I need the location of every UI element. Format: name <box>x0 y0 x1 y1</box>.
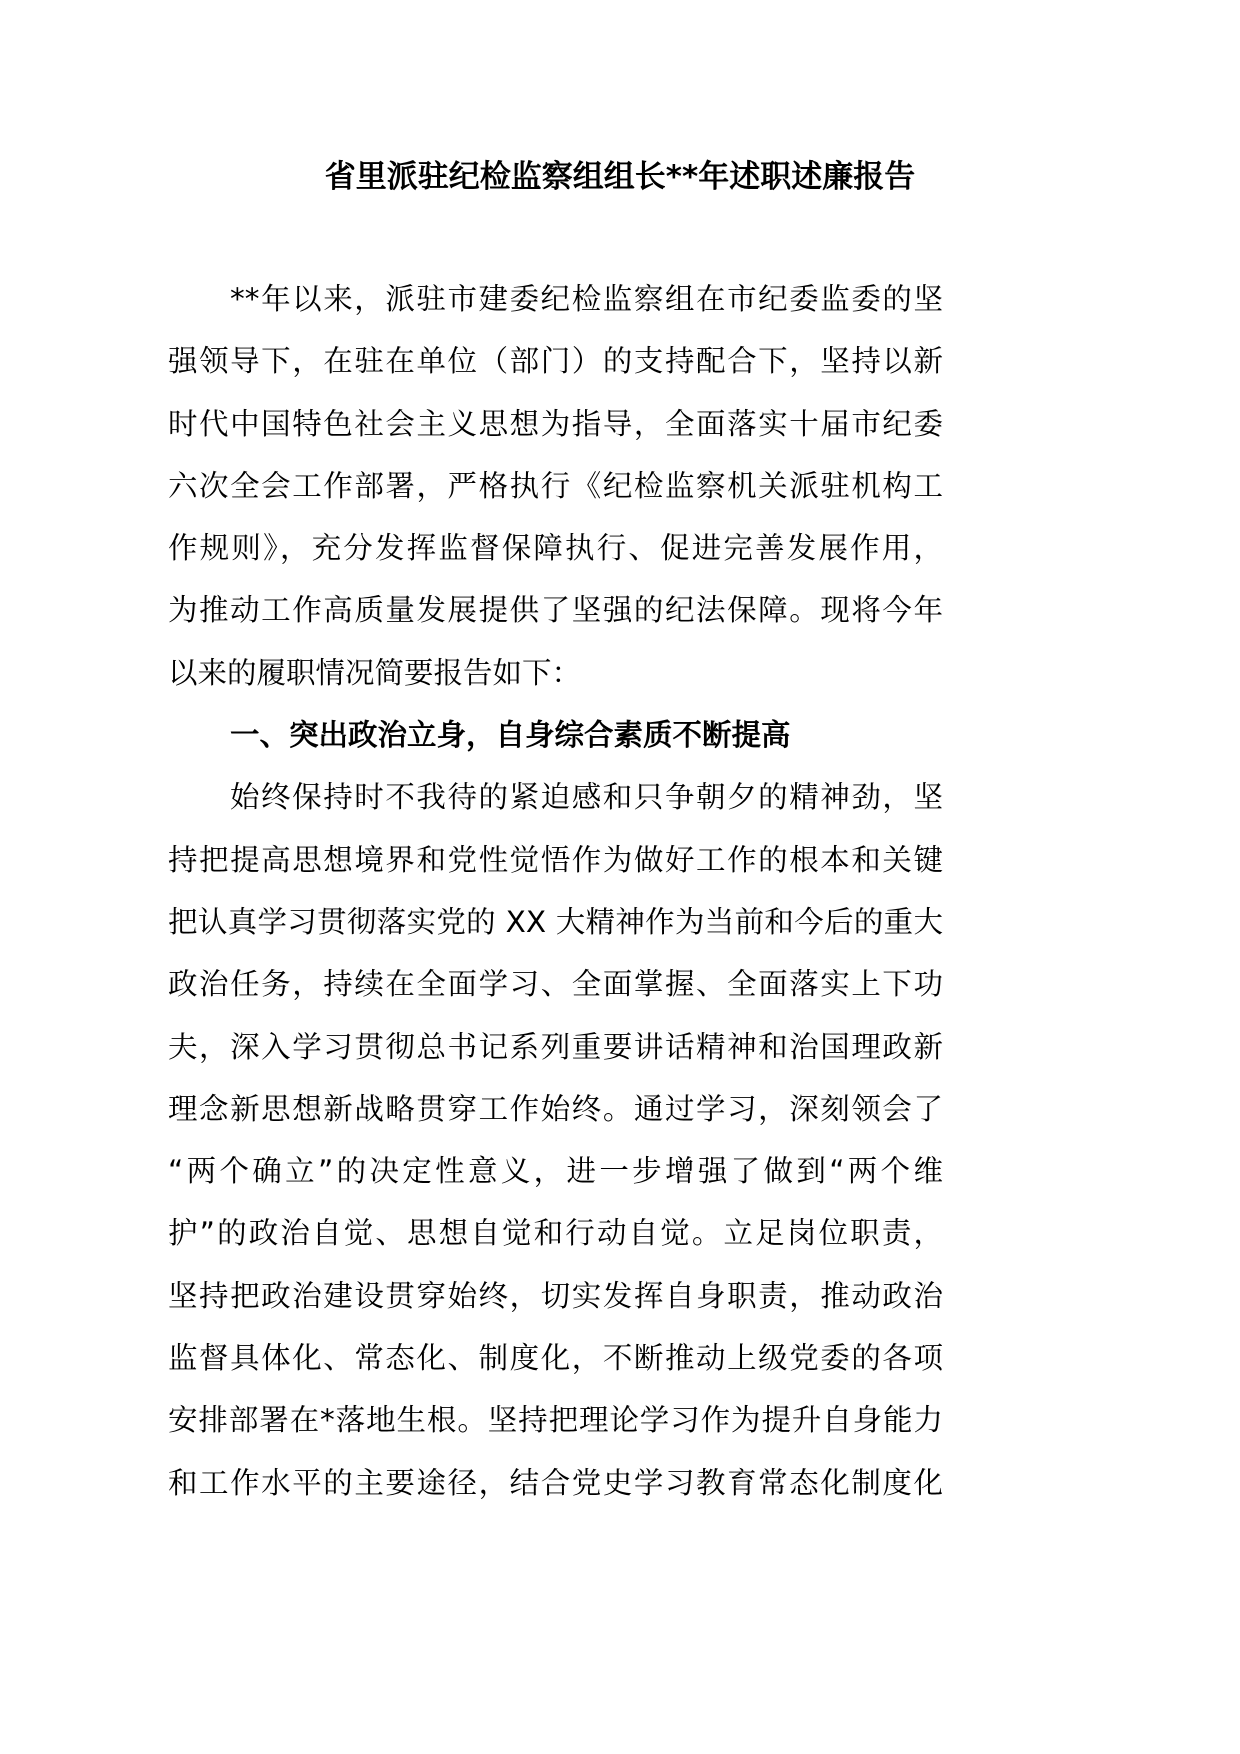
paragraph-line: 以来的履职情况简要报告如下： <box>168 655 582 690</box>
document-title: 省里派驻纪检监察组组长**年述职述廉报告 <box>324 159 916 195</box>
paragraph-line: 时代中国特色社会主义思想为指导，全面落实十届市纪委 <box>168 406 943 441</box>
paragraph-line: 坚持把政治建设贯穿始终，切实发挥自身职责，推动政治 <box>168 1278 943 1313</box>
paragraph-line: **年以来，派驻市建委纪检监察组在市纪委监委的坚 <box>230 282 943 316</box>
document-body <box>168 268 943 1514</box>
intro-paragraph <box>168 268 943 704</box>
paragraph-line: 和工作水平的主要途径，结合党史学习教育常态化制度化 <box>168 1465 943 1500</box>
paragraph-line: 把认真学习贯彻落实党的 XX 大精神作为当前和今后的重大 <box>168 904 943 939</box>
paragraph-line: 持把提高思想境界和党性觉悟作为做好工作的根本和关键 <box>168 842 943 877</box>
paragraph-line: 护”的政治自觉、思想自觉和行动自觉。立足岗位职责， <box>168 1216 943 1251</box>
paragraph-line: 为推动工作高质量发展提供了坚强的纪法保障。现将今年 <box>168 593 943 628</box>
paragraph-line: “两个确立”的决定性意义，进一步增强了做到“两个维 <box>168 1154 943 1189</box>
paragraph-line: 政治任务，持续在全面学习、全面掌握、全面落实上下功 <box>168 967 943 1002</box>
paragraph-line: 理念新思想新战略贯穿工作始终。通过学习，深刻领会了 <box>168 1091 943 1126</box>
section-heading: 一、突出政治立身，自身综合素质不断提高 <box>230 718 791 753</box>
paragraph-line: 强领导下，在驻在单位（部门）的支持配合下，坚持以新 <box>168 344 943 379</box>
paragraph-line: 作规则》，充分发挥监督保障执行、促进完善发展作用， <box>168 531 943 566</box>
paragraph-line: 六次全会工作部署，严格执行《纪检监察机关派驻机构工 <box>168 468 943 503</box>
paragraph-line: 始终保持时不我待的紧迫感和只争朝夕的精神劲，坚 <box>230 780 943 815</box>
paragraph-line: 监督具体化、常态化、制度化，不断推动上级党委的各项 <box>168 1341 943 1376</box>
paragraph-line: 安排部署在*落地生根。坚持把理论学习作为提升自身能力 <box>168 1403 943 1438</box>
section-1-paragraph <box>168 766 943 1514</box>
paragraph-line: 夫，深入学习贯彻总书记系列重要讲话精神和治国理政新 <box>168 1029 943 1064</box>
